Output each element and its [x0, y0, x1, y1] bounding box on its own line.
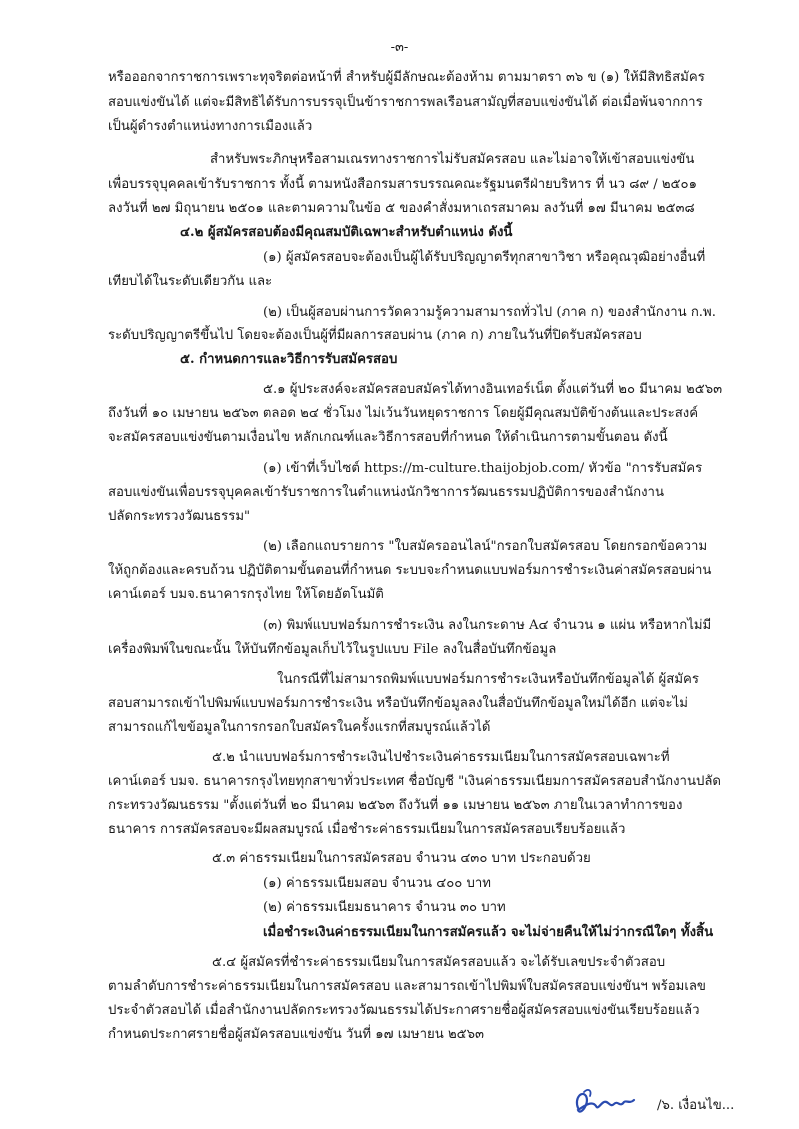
text-line: เคาน์เตอร์ บมจ. ธนาคารกรุงไทยทุกสาขาทั่วประเทศ ชื่อบัญชี "เงินค่าธรรมเนียมการสมัครสอบสำนักงานปลัด	[108, 774, 721, 789]
text-line: สอบแข่งขันเพื่อบรรจุบุคคลเข้ารับราชการในตำแหน่งนักวิชาการวัฒนธรรมปฏิบัติการของสำนักงาน	[108, 485, 664, 500]
text-line: (๒) เป็นผู้สอบผ่านการวัดความรู้ความสามารถทั่วไป (ภาค ก) ของสำนักงาน ก.พ.	[263, 305, 716, 320]
text-line: ปลัดกระทรวงวัฒนธรรม"	[108, 509, 251, 524]
text-line: สำหรับพระภิกษุหรือสามเณรทางราชการไม่รับสมัครสอบ และไม่อาจให้เข้าสอบแข่งขัน	[210, 152, 695, 167]
text-line: (๒) เลือกแถบรายการ "ใบสมัครออนไลน์"กรอกใบสมัครสอบ โดยกรอกข้อความ	[263, 539, 708, 554]
text-line: กระทรวงวัฒนธรรม "ตั้งแต่วันที่ ๒๐ มีนาคม ๒๕๖๓ ถึงวันที่ ๑๑ เมษายน ๒๕๖๓ ภายในเวลาทำการของ	[108, 798, 683, 813]
text-line: เคาน์เตอร์ บมจ.ธนาคารกรุงไทย ให้โดยอัตโนมัติ	[108, 587, 384, 602]
text-line: (๓) พิมพ์แบบฟอร์มการชำระเงิน ลงในกระดาษ A๔ จำนวน ๑ แผ่น หรือหากไม่มี	[263, 618, 712, 633]
text-line: หรือออกจากราชการเพราะทุจริตต่อหน้าที่ สำหรับผู้มีลักษณะต้องห้าม ตามมาตรา ๓๖ ข (๑) ให้มีสิทธิสมัคร	[108, 70, 705, 85]
next-page-continuation: /๖. เงื่อนไข...	[657, 1098, 735, 1113]
text-line: (๒) ค่าธรรมเนียมธนาคาร จำนวน ๓๐ บาท	[263, 900, 506, 915]
text-line: (๑) เข้าที่เว็บไซต์ https://m-culture.thaijobjob.com/ หัวข้อ "การรับสมัคร	[263, 461, 703, 476]
text-line: ๕.๑ ผู้ประสงค์จะสมัครสอบสมัครได้ทางอินเทอร์เน็ต ตั้งแต่วันที่ ๒๐ มีนาคม ๒๕๖๓	[263, 382, 723, 397]
text-line: ระดับปริญญาตรีขึ้นไป โดยจะต้องเป็นผู้ที่มีผลการสอบผ่าน (ภาค ก) ภายในวันที่ปิดรับสมัครสอบ	[108, 328, 642, 343]
text-line: สอบแข่งขันได้ แต่จะมีสิทธิได้รับการบรรจุเป็นข้าราชการพลเรือนสามัญที่สอบแข่งขันได้ ต่อเมื่อพ้นจากการ	[108, 95, 703, 110]
text-line: ธนาคาร การสมัครสอบจะมีผลสมบูรณ์ เมื่อชำระค่าธรรมเนียมในการสมัครสอบเรียบร้อยแล้ว	[108, 822, 626, 837]
text-line: ลงวันที่ ๒๗ มิถุนายน ๒๕๐๑ และตามความในข้อ ๕ ของคำสั่งมหาเถรสมาคม ลงวันที่ ๑๗ มีนาคม ๒๕๓๘	[108, 201, 695, 216]
text-line: สามารถแก้ไขข้อมูลในการกรอกใบสมัครในครั้งแรกที่สมบูรณ์แล้วได้	[108, 720, 491, 735]
text-line: ๕.๓ ค่าธรรมเนียมในการสมัครสอบ จำนวน ๔๓๐ บาท ประกอบด้วย	[212, 851, 591, 866]
signature-image	[570, 1086, 638, 1120]
text-line: ตามลำดับการชำระค่าธรรมเนียมในการสมัครสอบ และสามารถเข้าไปพิมพ์ใบสมัครสอบแข่งขันฯ พร้อมเลข	[108, 979, 706, 994]
section-heading-5: ๕. กำหนดการและวิธีการรับสมัครสอบ	[180, 352, 398, 367]
page-number: -๓-	[390, 40, 409, 55]
text-line: ในกรณีที่ไม่สามารถพิมพ์แบบฟอร์มการชำระเงินหรือบันทึกข้อมูลได้ ผู้สมัคร	[277, 672, 699, 687]
section-heading-4-2: ๔.๒ ผู้สมัครสอบต้องมีคุณสมบัติเฉพาะสำหรับตำแหน่ง ดังนี้	[180, 225, 513, 240]
text-line: เครื่องพิมพ์ในขณะนั้น ให้บันทึกข้อมูลเก็บไว้ในรูปแบบ File ลงในสื่อบันทึกข้อมูล	[108, 642, 557, 657]
text-line: (๑) ค่าธรรมเนียมสอบ จำนวน ๔๐๐ บาท	[263, 876, 491, 891]
text-line: ๕.๒ นำแบบฟอร์มการชำระเงินไปชำระเงินค่าธรรมเนียมในการสมัครสอบเฉพาะที่	[212, 750, 670, 765]
text-line: ให้ถูกต้องและครบถ้วน ปฏิบัติตามขั้นตอนที่กำหนด ระบบจะกำหนดแบบฟอร์มการชำระเงินค่าสมัครสอบผ่าน	[108, 563, 712, 578]
text-line: จะสมัครสอบแข่งขันตามเงื่อนไข หลักเกณฑ์และวิธีการสอบที่กำหนด ให้ดำเนินการตามขั้นตอน ดังนี้	[108, 430, 668, 445]
text-line: ๕.๔ ผู้สมัครที่ชำระค่าธรรมเนียมในการสมัครสอบแล้ว จะได้รับเลขประจำตัวสอบ	[212, 955, 666, 970]
text-line: สอบสามารถเข้าไปพิมพ์แบบฟอร์มการชำระเงิน หรือบันทึกข้อมูลลงในสื่อบันทึกข้อมูลใหม่ได้อีก แต่จะไม่	[108, 696, 688, 711]
text-line: เทียบได้ในระดับเดียวกัน และ	[108, 274, 273, 289]
text-line: ถึงวันที่ ๑๐ เมษายน ๒๕๖๓ ตลอด ๒๔ ชั่วโมง ไม่เว้นวันหยุดราชการ โดยผู้มีคุณสมบัติข้างต้นและประสงค์	[108, 406, 699, 421]
text-line: เป็นผู้ดำรงตำแหน่งทางการเมืองแล้ว	[108, 119, 313, 134]
refund-notice: เมื่อชำระเงินค่าธรรมเนียมในการสมัครแล้ว จะไม่จ่ายคืนให้ไม่ว่ากรณีใดๆ ทั้งสิ้น	[263, 925, 714, 940]
text-line: (๑) ผู้สมัครสอบจะต้องเป็นผู้ได้รับปริญญาตรีทุกสาขาวิชา หรือคุณวุฒิอย่างอื่นที่	[263, 250, 706, 265]
text-line: เพื่อบรรจุบุคคลเข้ารับราชการ ทั้งนี้ ตามหนังสือกรมสารบรรณคณะรัฐมนตรีฝ่ายบริหาร ที่ นว ๘๙ / ๒๕๐๑	[108, 177, 697, 192]
text-line: กำหนดประกาศรายชื่อผู้สมัครสอบแข่งขัน วันที่ ๑๗ เมษายน ๒๕๖๓	[108, 1027, 485, 1042]
text-line: ประจำตัวสอบได้ เมื่อสำนักงานปลัดกระทรวงวัฒนธรรมได้ประกาศรายชื่อผู้สมัครสอบแข่งขันเรียบร้อยแล้ว	[108, 1003, 700, 1018]
